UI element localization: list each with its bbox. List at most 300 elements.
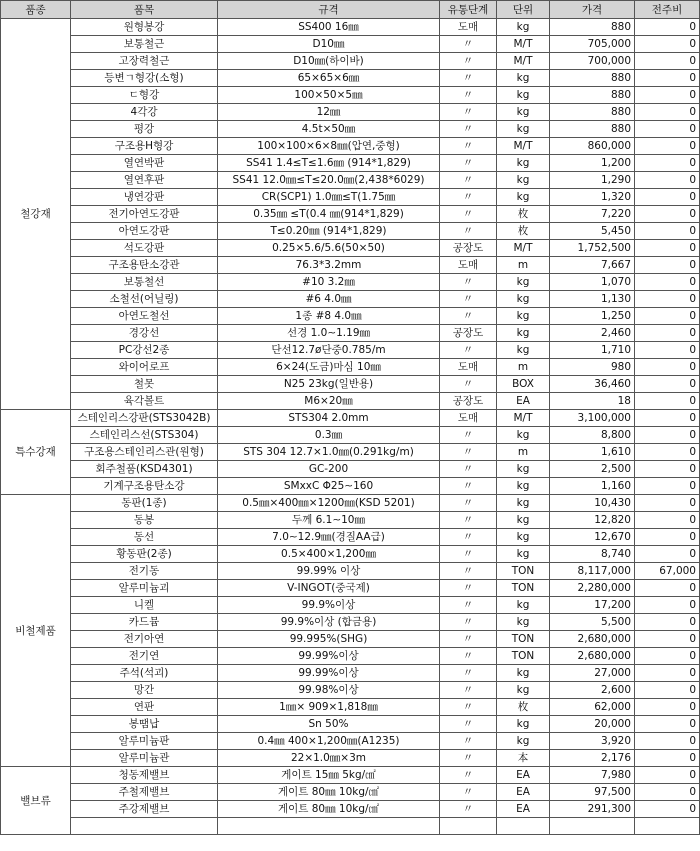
- distribution-stage-cell: 〃: [440, 70, 497, 87]
- table-row: [1, 665, 700, 682]
- unit-cell: kg: [497, 342, 550, 359]
- table-row: [1, 784, 700, 801]
- unit-cell: kg: [497, 155, 550, 172]
- week-change-cell: 0: [635, 648, 700, 665]
- unit-cell: kg: [497, 274, 550, 291]
- week-change-cell: 0: [635, 19, 700, 36]
- spec-cell: 1종 #8 4.0㎜: [218, 308, 440, 325]
- spec-cell: 4.5t×50㎜: [218, 121, 440, 138]
- unit-cell: TON: [497, 631, 550, 648]
- table-row: [1, 53, 700, 70]
- spec-cell: D10㎜(하이바): [218, 53, 440, 70]
- distribution-stage-cell: 도매: [440, 19, 497, 36]
- unit-cell: kg: [497, 665, 550, 682]
- spec-cell: 게이트 15㎜ 5kg/㎠: [218, 767, 440, 784]
- item-cell: 전기연: [71, 648, 218, 665]
- item-cell: 알루미늄관: [71, 750, 218, 767]
- distribution-stage-cell: 〃: [440, 121, 497, 138]
- unit-cell: kg: [497, 597, 550, 614]
- price-cell: 1,250: [550, 308, 635, 325]
- item-cell: 전기아연도강판: [71, 206, 218, 223]
- item-cell: 보통철근: [71, 36, 218, 53]
- week-change-cell: 0: [635, 410, 700, 427]
- distribution-stage-cell: 〃: [440, 274, 497, 291]
- spec-cell: 게이트 80㎜ 10kg/㎠: [218, 784, 440, 801]
- unit-cell: TON: [497, 563, 550, 580]
- distribution-stage-cell: 〃: [440, 665, 497, 682]
- spec-cell: #6 4.0㎜: [218, 291, 440, 308]
- table-row: [1, 546, 700, 563]
- spec-cell: 0.3㎜: [218, 427, 440, 444]
- distribution-stage-cell: 〃: [440, 427, 497, 444]
- table-row: [1, 699, 700, 716]
- table-row: [1, 631, 700, 648]
- empty-cell: [550, 818, 635, 835]
- week-change-cell: 0: [635, 308, 700, 325]
- week-change-cell: 0: [635, 70, 700, 87]
- price-cell: 1,752,500: [550, 240, 635, 257]
- distribution-stage-cell: 〃: [440, 512, 497, 529]
- table-row: [1, 240, 700, 257]
- distribution-stage-cell: 〃: [440, 699, 497, 716]
- item-cell: ㄷ형강: [71, 87, 218, 104]
- unit-cell: kg: [497, 733, 550, 750]
- distribution-stage-cell: 〃: [440, 631, 497, 648]
- week-change-cell: 0: [635, 257, 700, 274]
- table-body: [1, 19, 700, 835]
- spec-cell: 76.3*3.2mm: [218, 257, 440, 274]
- price-cell: 1,200: [550, 155, 635, 172]
- item-cell: 경강선: [71, 325, 218, 342]
- header-item: 품목: [71, 1, 218, 19]
- unit-cell: EA: [497, 801, 550, 818]
- category-cell: 특수강재: [1, 410, 71, 495]
- header-price: 가격: [550, 1, 635, 19]
- empty-cell: [635, 818, 700, 835]
- item-cell: 등변ㄱ형강(소형): [71, 70, 218, 87]
- week-change-cell: 0: [635, 461, 700, 478]
- week-change-cell: 0: [635, 512, 700, 529]
- distribution-stage-cell: 〃: [440, 682, 497, 699]
- price-cell: 1,160: [550, 478, 635, 495]
- item-cell: 카드뮴: [71, 614, 218, 631]
- empty-row: [1, 818, 700, 835]
- distribution-stage-cell: 도매: [440, 410, 497, 427]
- price-cell: 2,600: [550, 682, 635, 699]
- item-cell: 냉연강판: [71, 189, 218, 206]
- price-cell: 705,000: [550, 36, 635, 53]
- table-row: [1, 189, 700, 206]
- empty-cell: [218, 818, 440, 835]
- unit-cell: kg: [497, 189, 550, 206]
- week-change-cell: 0: [635, 87, 700, 104]
- unit-cell: kg: [497, 325, 550, 342]
- week-change-cell: 0: [635, 478, 700, 495]
- week-change-cell: 0: [635, 342, 700, 359]
- unit-cell: 枚: [497, 223, 550, 240]
- week-change-cell: 0: [635, 682, 700, 699]
- distribution-stage-cell: 〃: [440, 767, 497, 784]
- table-row: [1, 614, 700, 631]
- table-row: [1, 359, 700, 376]
- week-change-cell: 0: [635, 580, 700, 597]
- price-cell: 2,460: [550, 325, 635, 342]
- item-cell: 육각볼트: [71, 393, 218, 410]
- price-cell: 2,680,000: [550, 648, 635, 665]
- distribution-stage-cell: 〃: [440, 580, 497, 597]
- distribution-stage-cell: 〃: [440, 342, 497, 359]
- week-change-cell: 0: [635, 240, 700, 257]
- unit-cell: kg: [497, 716, 550, 733]
- table-row: [1, 325, 700, 342]
- table-row: [1, 172, 700, 189]
- distribution-stage-cell: 〃: [440, 733, 497, 750]
- table-row: [1, 19, 700, 36]
- price-cell: 5,500: [550, 614, 635, 631]
- week-change-cell: 0: [635, 206, 700, 223]
- distribution-stage-cell: 〃: [440, 155, 497, 172]
- distribution-stage-cell: 〃: [440, 648, 497, 665]
- spec-cell: 0.35㎜ ≤T(0.4 ㎜(914*1,829): [218, 206, 440, 223]
- item-cell: 망간: [71, 682, 218, 699]
- header-distribution-stage: 유통단계: [440, 1, 497, 19]
- item-cell: 4각강: [71, 104, 218, 121]
- price-cell: 12,670: [550, 529, 635, 546]
- table-row: [1, 495, 700, 512]
- item-cell: 알루미늄괴: [71, 580, 218, 597]
- distribution-stage-cell: 〃: [440, 563, 497, 580]
- week-change-cell: 0: [635, 699, 700, 716]
- unit-cell: 枚: [497, 699, 550, 716]
- table-row: [1, 121, 700, 138]
- spec-cell: 12㎜: [218, 104, 440, 121]
- table-row: [1, 138, 700, 155]
- header-week-change: 전주비: [635, 1, 700, 19]
- week-change-cell: 0: [635, 325, 700, 342]
- item-cell: 철못: [71, 376, 218, 393]
- table-row: [1, 801, 700, 818]
- week-change-cell: 0: [635, 495, 700, 512]
- spec-cell: 0.5㎜×400㎜×1200㎜(KSD 5201): [218, 495, 440, 512]
- spec-cell: 단선12.7ø단중0.785/m: [218, 342, 440, 359]
- unit-cell: kg: [497, 19, 550, 36]
- item-cell: 스테인리스강판(STS3042B): [71, 410, 218, 427]
- price-cell: 3,920: [550, 733, 635, 750]
- spec-cell: 22×1.0㎜×3m: [218, 750, 440, 767]
- price-cell: 1,710: [550, 342, 635, 359]
- item-cell: 기계구조용탄소강: [71, 478, 218, 495]
- week-change-cell: 0: [635, 172, 700, 189]
- spec-cell: 두께 6.1∼10㎜: [218, 512, 440, 529]
- price-cell: 5,450: [550, 223, 635, 240]
- price-cell: 1,610: [550, 444, 635, 461]
- week-change-cell: 0: [635, 665, 700, 682]
- unit-cell: kg: [497, 529, 550, 546]
- item-cell: 스테인리스선(STS304): [71, 427, 218, 444]
- spec-cell: GC-200: [218, 461, 440, 478]
- item-cell: 황동판(2종): [71, 546, 218, 563]
- price-cell: 1,130: [550, 291, 635, 308]
- header-spec: 규격: [218, 1, 440, 19]
- header-unit: 단위: [497, 1, 550, 19]
- header-category: 품종: [1, 1, 71, 19]
- week-change-cell: 0: [635, 53, 700, 70]
- unit-cell: EA: [497, 393, 550, 410]
- distribution-stage-cell: 〃: [440, 138, 497, 155]
- distribution-stage-cell: 〃: [440, 87, 497, 104]
- price-cell: 7,667: [550, 257, 635, 274]
- unit-cell: EA: [497, 784, 550, 801]
- table-row: [1, 597, 700, 614]
- table-row: [1, 750, 700, 767]
- week-change-cell: 0: [635, 614, 700, 631]
- unit-cell: kg: [497, 614, 550, 631]
- spec-cell: 7.0∼12.9㎜(경질AA급): [218, 529, 440, 546]
- week-change-cell: 0: [635, 597, 700, 614]
- table-row: [1, 478, 700, 495]
- distribution-stage-cell: 〃: [440, 546, 497, 563]
- table-row: [1, 376, 700, 393]
- table-row: [1, 291, 700, 308]
- price-cell: 20,000: [550, 716, 635, 733]
- table-row: [1, 257, 700, 274]
- spec-cell: STS 304 12.7×1.0㎜(0.291kg/m): [218, 444, 440, 461]
- unit-cell: kg: [497, 512, 550, 529]
- distribution-stage-cell: 〃: [440, 308, 497, 325]
- distribution-stage-cell: 〃: [440, 495, 497, 512]
- table-row: [1, 648, 700, 665]
- spec-cell: 99.99% 이상: [218, 563, 440, 580]
- table-row: [1, 410, 700, 427]
- unit-cell: m: [497, 444, 550, 461]
- price-cell: 8,800: [550, 427, 635, 444]
- category-cell: 철강재: [1, 19, 71, 410]
- week-change-cell: 0: [635, 359, 700, 376]
- price-cell: 880: [550, 70, 635, 87]
- distribution-stage-cell: 〃: [440, 376, 497, 393]
- item-cell: 회주철품(KSD4301): [71, 461, 218, 478]
- week-change-cell: 0: [635, 155, 700, 172]
- unit-cell: TON: [497, 580, 550, 597]
- unit-cell: M/T: [497, 53, 550, 70]
- week-change-cell: 0: [635, 427, 700, 444]
- week-change-cell: 0: [635, 750, 700, 767]
- distribution-stage-cell: 〃: [440, 784, 497, 801]
- price-cell: 27,000: [550, 665, 635, 682]
- unit-cell: M/T: [497, 240, 550, 257]
- price-cell: 980: [550, 359, 635, 376]
- spec-cell: M6×20㎜: [218, 393, 440, 410]
- distribution-stage-cell: 〃: [440, 597, 497, 614]
- distribution-stage-cell: 〃: [440, 291, 497, 308]
- item-cell: 아연도강판: [71, 223, 218, 240]
- price-cell: 17,200: [550, 597, 635, 614]
- item-cell: 주석(석괴): [71, 665, 218, 682]
- spec-cell: T≤0.20㎜ (914*1,829): [218, 223, 440, 240]
- table-row: [1, 580, 700, 597]
- price-cell: 2,176: [550, 750, 635, 767]
- spec-cell: 99.98%이상: [218, 682, 440, 699]
- spec-cell: 99.99%이상: [218, 665, 440, 682]
- item-cell: 동선: [71, 529, 218, 546]
- week-change-cell: 0: [635, 104, 700, 121]
- distribution-stage-cell: 〃: [440, 104, 497, 121]
- spec-cell: 99.995%(SHG): [218, 631, 440, 648]
- table-row: [1, 155, 700, 172]
- spec-cell: 100×100×6×8㎜(압연,중형): [218, 138, 440, 155]
- price-cell: 2,500: [550, 461, 635, 478]
- week-change-cell: 0: [635, 138, 700, 155]
- distribution-stage-cell: 공장도: [440, 325, 497, 342]
- week-change-cell: 0: [635, 36, 700, 53]
- price-cell: 18: [550, 393, 635, 410]
- item-cell: 고장력철근: [71, 53, 218, 70]
- distribution-stage-cell: 도매: [440, 257, 497, 274]
- table-row: [1, 512, 700, 529]
- distribution-stage-cell: 〃: [440, 750, 497, 767]
- distribution-stage-cell: 공장도: [440, 240, 497, 257]
- price-cell: 10,430: [550, 495, 635, 512]
- distribution-stage-cell: 〃: [440, 36, 497, 53]
- unit-cell: m: [497, 257, 550, 274]
- week-change-cell: 0: [635, 393, 700, 410]
- distribution-stage-cell: 〃: [440, 53, 497, 70]
- item-cell: 니켈: [71, 597, 218, 614]
- spec-cell: 게이트 80㎜ 10kg/㎠: [218, 801, 440, 818]
- price-cell: 1,320: [550, 189, 635, 206]
- distribution-stage-cell: 〃: [440, 614, 497, 631]
- week-change-cell: 0: [635, 529, 700, 546]
- week-change-cell: 0: [635, 121, 700, 138]
- item-cell: 봉땜납: [71, 716, 218, 733]
- week-change-cell: 0: [635, 716, 700, 733]
- item-cell: 동판(1종): [71, 495, 218, 512]
- item-cell: 와이어로프: [71, 359, 218, 376]
- unit-cell: kg: [497, 87, 550, 104]
- week-change-cell: 0: [635, 291, 700, 308]
- unit-cell: 本: [497, 750, 550, 767]
- table-row: [1, 529, 700, 546]
- unit-cell: m: [497, 359, 550, 376]
- table-row: [1, 87, 700, 104]
- item-cell: PC강선2종: [71, 342, 218, 359]
- price-cell: 880: [550, 104, 635, 121]
- price-cell: 880: [550, 87, 635, 104]
- table-row: [1, 682, 700, 699]
- item-cell: 전기아연: [71, 631, 218, 648]
- spec-cell: 0.5×400×1,200㎜: [218, 546, 440, 563]
- item-cell: 구조용H형강: [71, 138, 218, 155]
- price-cell: 62,000: [550, 699, 635, 716]
- table-row: [1, 104, 700, 121]
- spec-cell: 99.9%이상 (합금용): [218, 614, 440, 631]
- category-cell: 밸브류: [1, 767, 71, 835]
- table-row: [1, 733, 700, 750]
- distribution-stage-cell: 〃: [440, 444, 497, 461]
- unit-cell: kg: [497, 121, 550, 138]
- distribution-stage-cell: 〃: [440, 223, 497, 240]
- category-cell: 비철제품: [1, 495, 71, 767]
- unit-cell: kg: [497, 478, 550, 495]
- empty-cell: [440, 818, 497, 835]
- week-change-cell: 0: [635, 546, 700, 563]
- price-cell: 880: [550, 19, 635, 36]
- distribution-stage-cell: 〃: [440, 461, 497, 478]
- table-row: [1, 70, 700, 87]
- price-cell: 2,280,000: [550, 580, 635, 597]
- item-cell: 주강제밸브: [71, 801, 218, 818]
- item-cell: 보통철선: [71, 274, 218, 291]
- item-cell: 구조용스테인리스관(원형): [71, 444, 218, 461]
- week-change-cell: 0: [635, 376, 700, 393]
- unit-cell: kg: [497, 461, 550, 478]
- price-cell: 97,500: [550, 784, 635, 801]
- spec-cell: V-INGOT(중국제): [218, 580, 440, 597]
- week-change-cell: 0: [635, 801, 700, 818]
- spec-cell: 6×24(도금)마심 10㎜: [218, 359, 440, 376]
- table-row: [1, 563, 700, 580]
- spec-cell: CR(SCP1) 1.0㎜≤T(1.75㎜: [218, 189, 440, 206]
- distribution-stage-cell: 공장도: [440, 393, 497, 410]
- distribution-stage-cell: 도매: [440, 359, 497, 376]
- item-cell: 열연후판: [71, 172, 218, 189]
- spec-cell: Sn 50%: [218, 716, 440, 733]
- unit-cell: kg: [497, 104, 550, 121]
- item-cell: 평강: [71, 121, 218, 138]
- price-cell: 2,680,000: [550, 631, 635, 648]
- unit-cell: kg: [497, 546, 550, 563]
- table-row: [1, 444, 700, 461]
- spec-cell: 65×65×6㎜: [218, 70, 440, 87]
- distribution-stage-cell: 〃: [440, 172, 497, 189]
- unit-cell: kg: [497, 427, 550, 444]
- empty-cell: [71, 818, 218, 835]
- table-row: [1, 767, 700, 784]
- table-row: [1, 36, 700, 53]
- item-cell: 동봉: [71, 512, 218, 529]
- price-cell: 12,820: [550, 512, 635, 529]
- table-row: [1, 716, 700, 733]
- spec-cell: #10 3.2㎜: [218, 274, 440, 291]
- price-cell: 291,300: [550, 801, 635, 818]
- distribution-stage-cell: 〃: [440, 189, 497, 206]
- item-cell: 주철제밸브: [71, 784, 218, 801]
- price-cell: 880: [550, 121, 635, 138]
- spec-cell: SS41 12.0㎜≤T≤20.0㎜(2,438*6029): [218, 172, 440, 189]
- price-cell: 7,220: [550, 206, 635, 223]
- week-change-cell: 0: [635, 274, 700, 291]
- week-change-cell: 0: [635, 444, 700, 461]
- item-cell: 아연도철선: [71, 308, 218, 325]
- spec-cell: 1㎜× 909×1,818㎜: [218, 699, 440, 716]
- price-cell: 860,000: [550, 138, 635, 155]
- unit-cell: 枚: [497, 206, 550, 223]
- item-cell: 소철선(어닐링): [71, 291, 218, 308]
- item-cell: 청동제밸브: [71, 767, 218, 784]
- table-row: [1, 274, 700, 291]
- unit-cell: M/T: [497, 410, 550, 427]
- week-change-cell: 0: [635, 189, 700, 206]
- item-cell: 석도강판: [71, 240, 218, 257]
- unit-cell: M/T: [497, 138, 550, 155]
- price-cell: 36,460: [550, 376, 635, 393]
- unit-cell: kg: [497, 308, 550, 325]
- empty-cell: [497, 818, 550, 835]
- unit-cell: EA: [497, 767, 550, 784]
- week-change-cell: 0: [635, 631, 700, 648]
- price-cell: 700,000: [550, 53, 635, 70]
- distribution-stage-cell: 〃: [440, 478, 497, 495]
